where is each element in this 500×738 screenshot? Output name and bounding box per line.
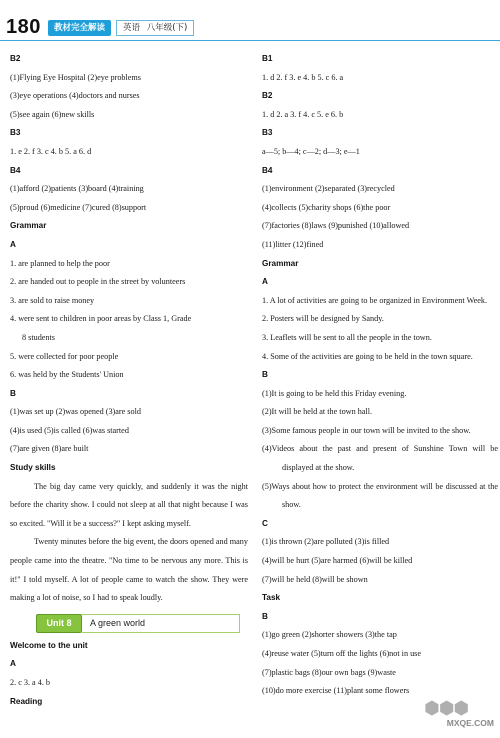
answer-line-continued: 8 students [22, 332, 55, 342]
subsection-heading: A [10, 659, 16, 669]
answer-line: (4)collects (5)charity shops (6)the poor [262, 202, 391, 212]
answer-line: 1. d 2. a 3. f 4. c 5. e 6. b [262, 109, 344, 119]
page-header [0, 0, 500, 48]
answer-item: (2)It will be held at the town hall. [262, 407, 373, 417]
answer-line: (5)see again (6)new skills [10, 109, 95, 119]
answer-line: (5)proud (6)medicine (7)cured (8)support [10, 202, 147, 212]
section-heading: B2 [10, 54, 21, 63]
section-heading: B4 [262, 165, 273, 175]
section-heading: Reading [10, 696, 43, 706]
subsection-heading: C [262, 518, 268, 528]
answer-item: (4)Videos about the past and present of Sunshine Town will be displayed at the show. [262, 444, 498, 473]
section-heading: B2 [262, 91, 273, 101]
answer-item: (3)Some famous people in our town will be invited to the show. [262, 425, 471, 435]
watermark-logo-icon: ⬢⬢⬢ [424, 698, 469, 719]
subsection-heading: B [262, 370, 268, 380]
section-heading: B3 [262, 128, 273, 138]
left-column [10, 50, 248, 711]
section-heading: Grammar [10, 221, 47, 231]
unit-banner [36, 614, 248, 633]
answer-line: 1. e 2. f 3. c 4. b 5. a 6. d [10, 146, 92, 156]
right-column [262, 50, 498, 701]
answer-line: 1. d 2. f 3. e 4. b 5. c 6. a [262, 72, 344, 82]
answer-line: (7)factories (8)laws (9)punished (10)allowed [262, 221, 410, 231]
subsection-heading: B [262, 611, 268, 621]
answer-line: (11)litter (12)fined [262, 239, 324, 249]
answer-item: 1. A lot of activities are going to be organized in Environment Week. [262, 295, 488, 305]
brand-badge: 教材完全解读 [48, 20, 111, 36]
answer-line: (1)environment (2)separated (3)recycled [262, 184, 395, 194]
answer-line: 2. are handed out to people in the street by volunteers [10, 277, 186, 287]
section-heading: Grammar [262, 258, 299, 268]
unit-label: Unit 8 [36, 614, 82, 633]
watermark-url: MXQE.COM [446, 718, 494, 728]
subsection-heading: B [10, 388, 16, 398]
answer-line: 6. was held by the Students' Union [10, 370, 124, 380]
section-heading: Welcome to the unit [10, 640, 88, 650]
answer-line: 4. were sent to children in poor areas by Class 1, Grade [10, 314, 192, 324]
answer-line: 3. are sold to raise money [10, 295, 95, 305]
answer-line: (1)afford (2)patients (3)board (4)training [10, 184, 144, 194]
answer-line: (1)is thrown (2)are polluted (3)is filled [262, 537, 390, 547]
header-divider [0, 40, 500, 41]
section-heading: B1 [262, 54, 273, 63]
answer-line: (7)are given (8)are built [10, 444, 89, 454]
study-paragraph: The big day came very quickly, and suddenly it was the night before the charity show. I could not sleep at all that night because I was so excited. "Will it be a success?" I kept asking myself. [10, 481, 248, 528]
answer-line: (4)is used (5)is called (6)was started [10, 425, 129, 435]
answer-line: (4)will be hurt (5)are harmed (6)will be killed [262, 556, 413, 566]
section-heading: Task [262, 593, 281, 603]
answer-item: 2. Posters will be designed by Sandy. [262, 314, 384, 324]
study-paragraph: Twenty minutes before the big event, the doors opened and many people came into the theatre. "No time to be nervous any more. This is it!" I told myself. A lot of people came to watch the show. They were making a lot of noise, so I had to speak loudly. [10, 537, 248, 603]
answer-item: 4. Some of the activities are going to be held in the town square. [262, 351, 473, 361]
site-watermark [424, 698, 494, 732]
answer-line: (1)go green (2)shorter showers (3)the tap [262, 630, 397, 640]
answer-line: (1)was set up (2)was opened (3)are sold [10, 407, 141, 417]
answer-line: a—5; b—4; c—2; d—3; e—1 [262, 146, 360, 156]
unit-title: A green world [82, 614, 240, 633]
answer-line: (7)plastic bags (8)our own bags (9)waste [262, 667, 396, 677]
subsection-heading: A [262, 277, 268, 287]
answer-line: (4)reuse water (5)turn off the lights (6)not in use [262, 649, 422, 658]
section-heading: B4 [10, 165, 21, 175]
answer-line: 5. were collected for poor people [10, 351, 119, 361]
section-heading: Study skills [10, 463, 56, 473]
answer-line: (10)do more exercise (11)plant some flowers [262, 686, 410, 696]
book-label: 英语 八年级(下) [116, 20, 194, 36]
answer-line: (1)Flying Eye Hospital (2)eye problems [10, 72, 141, 82]
page-number: 180 [6, 16, 41, 38]
answer-line: 1. are planned to help the poor [10, 258, 110, 268]
answer-line: (7)will be held (8)will be shown [262, 574, 368, 584]
subsection-heading: A [10, 239, 16, 249]
section-heading: B3 [10, 128, 21, 138]
answer-item: 3. Leaflets will be sent to all the people in the town. [262, 332, 432, 342]
answer-item: (1)It is going to be held this Friday evening. [262, 388, 407, 398]
answer-line: 2. c 3. a 4. b [10, 678, 51, 687]
answer-item: (5)Ways about how to protect the environment will be discussed at the show. [262, 481, 498, 510]
answer-line: (3)eye operations (4)doctors and nurses [10, 91, 140, 101]
